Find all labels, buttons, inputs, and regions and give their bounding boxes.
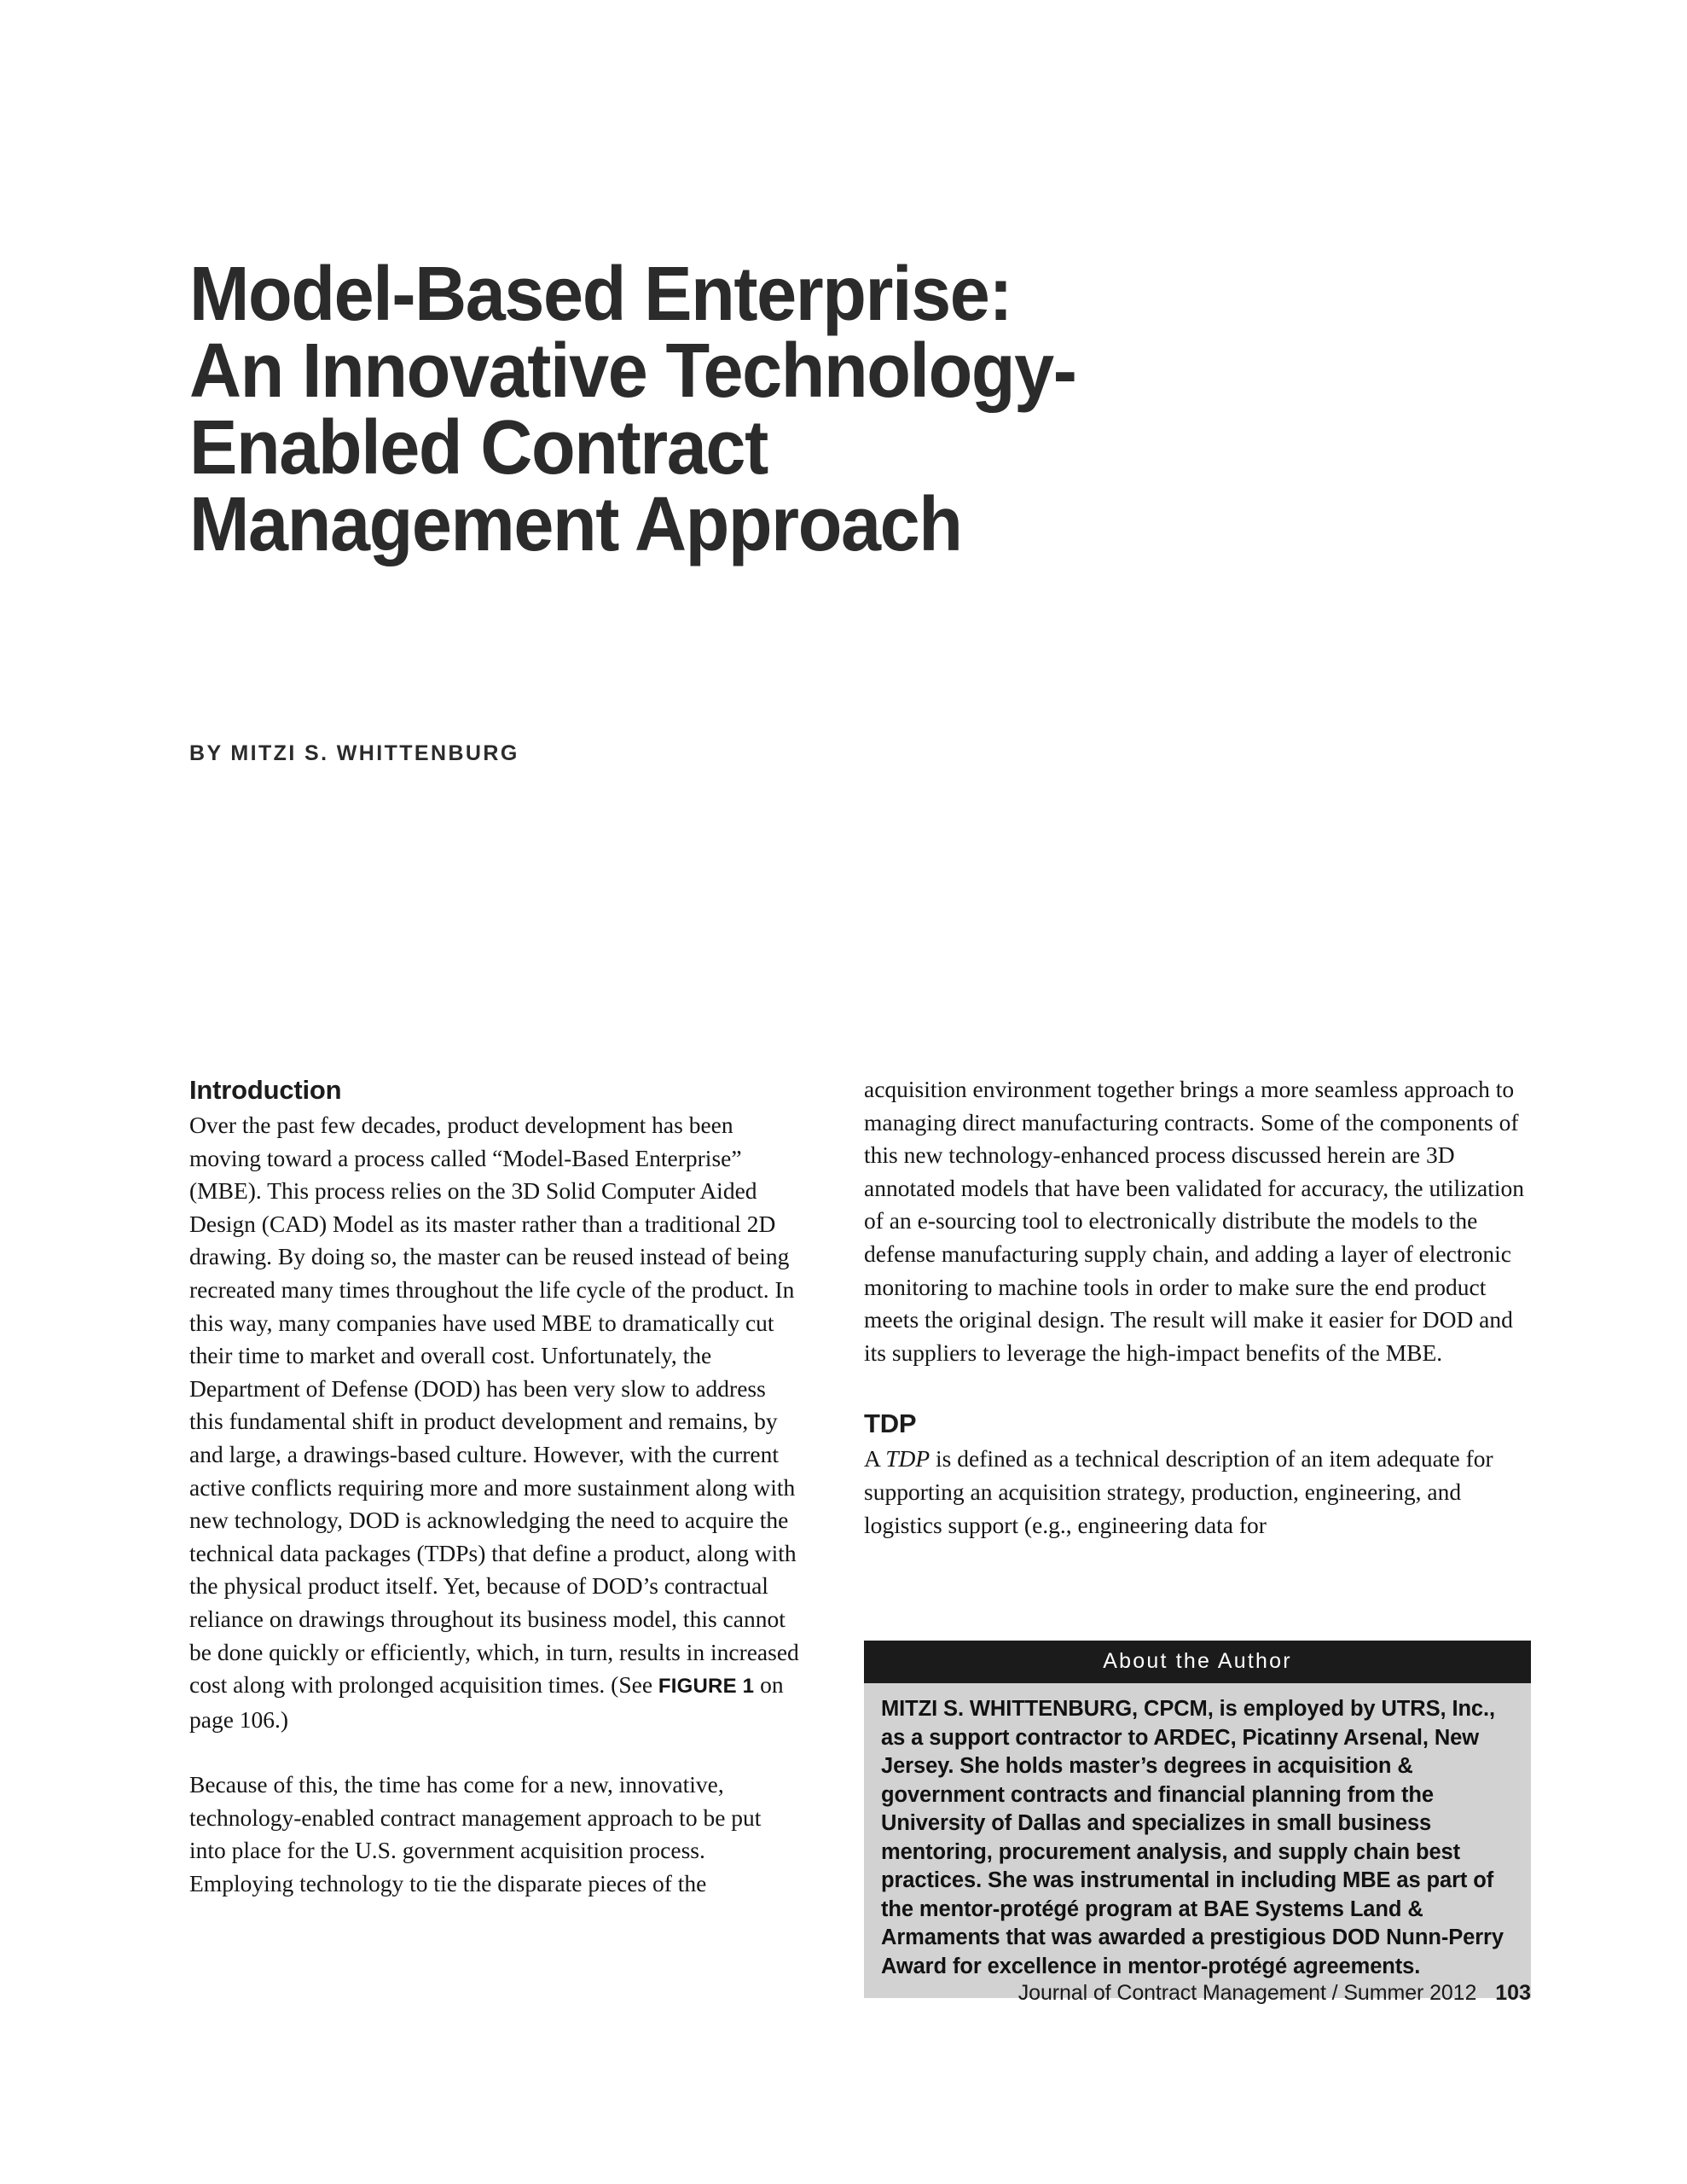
left-column <box>189 1073 802 1901</box>
author-bio-text: is employed by UTRS, Inc., as a support contractor to ARDEC, Picatinny Arsenal, New Jersey. She holds master’s degrees in acquisition & government contracts and financial planning from the University of Dallas and specializes in small business mentoring, procurement analysis, and supply chain best practices. She was instrumental in including MBE as part of the mentor-protégé program at BAE Systems Land & Armaments that was awarded a prestigious DOD Nunn-Perry Award for excellence in mentor-protégé agreements. <box>881 1697 1504 1978</box>
section-heading-introduction: Introduction <box>189 1075 342 1105</box>
title-line-4: Management Approach <box>189 482 962 567</box>
right-column-paragraph-2 <box>864 1443 1531 1542</box>
tdp-italic-term: TDP <box>885 1445 930 1472</box>
byline: BY MITZI S. WHITTENBURG <box>189 741 519 765</box>
about-the-author-body <box>864 1683 1531 1998</box>
about-the-author-header: About the Author <box>864 1641 1531 1683</box>
footer-page-number: 103 <box>1495 1981 1531 2005</box>
right-column <box>864 1073 1531 1542</box>
title-line-1: Model-Based Enterprise: <box>189 252 1012 337</box>
left-column-paragraph-2: Because of this, the time has come for a new, innovative, technology-enabled contract management approach to be put into place for the U.S. government acquisition process. Employing technology to tie the disparate pieces of the <box>189 1771 762 1897</box>
right-column-paragraph-1: acquisition environment together brings a more seamless approach to managing direct manufacturing contracts. Some of the components of this new technology-enhanced process discussed herein are 3D annotated models that have been validated for accuracy, the utilization of an e-sourcing tool to electronically distribute the models to the defense manufacturing supply chain, and adding a layer of electronic monitoring to machine tools in order to make sure the end product meets the original design. The result will make it easier for DOD and its suppliers to leverage the high-impact benefits of the MBE. <box>864 1076 1525 1366</box>
left-column-paragraph-1 <box>189 1109 802 1736</box>
tdp-paragraph-lead: A <box>864 1445 886 1472</box>
title-line-3: Enabled Contract <box>189 405 768 491</box>
title-line-2: An Innovative Technology- <box>189 328 1076 414</box>
footer-journal-title: Journal of Contract Management / Summer 2012 <box>1017 1981 1477 2005</box>
figure-1-reference: FIGURE 1 <box>658 1675 755 1699</box>
paragraph-1-text-after-figure-ref: on page 106.) <box>189 1671 784 1733</box>
section-heading-tdp: TDP <box>864 1409 917 1439</box>
tdp-paragraph-rest: is defined as a technical description of an item adequate for supporting an acquisition strategy, production, engineering, and logistics support (e.g., engineering data for <box>864 1445 1493 1538</box>
author-name: MITZI S. WHITTENBURG, CPCM, <box>881 1697 1214 1721</box>
page-title <box>189 252 1328 567</box>
title-block <box>189 252 1400 567</box>
page-footer <box>864 1981 1531 2006</box>
about-the-author-box <box>864 1641 1531 1998</box>
paragraph-1-text-before-figure-ref: Over the past few decades, product development has been moving toward a process called “Model-Based Enterprise” (MBE). This process relies on the 3D Solid Computer Aided Design (CAD) Model as its master rather than a traditional 2D drawing. By doing so, the master can be reused instead of being recreated many times throughout the life cycle of the product. In this way, many companies have used MBE to dramatically cut their time to market and overall cost. Unfortunately, the Department of Defense (DOD) has been very slow to address this fundamental shift in product development and remains, by and large, a drawings-based culture. However, with the current active conflicts requiring more and more sustainment along with new technology, DOD is acknowledging the need to acquire the technical data packages (TDPs) that define a product, along with the physical product itself. Yet, because of DOD’s contractual reliance on drawings throughout its business model, this cannot be done quickly or efficiently, which, in turn, results in increased cost along with prolonged acquisition times. (See <box>189 1112 799 1699</box>
